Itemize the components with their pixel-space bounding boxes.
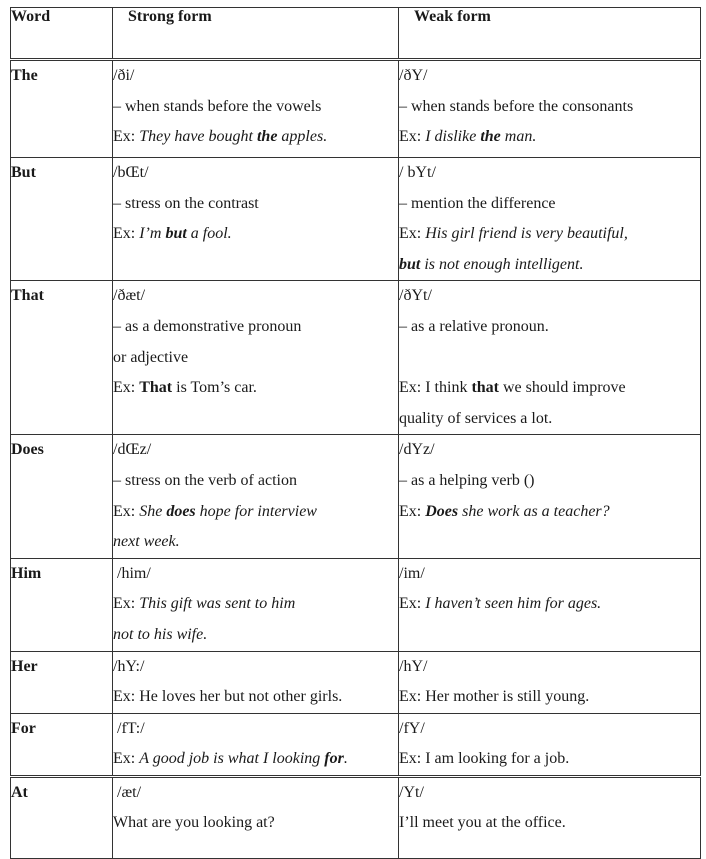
usage-note: – stress on the verb of action	[113, 471, 297, 489]
ipa-text: /fY/	[399, 719, 425, 737]
usage-note: – when stands before the consonants	[399, 97, 634, 115]
example: What are you looking at?	[113, 814, 275, 832]
strong-form-cell	[113, 158, 399, 281]
ipa-text: /bŒt/	[113, 164, 149, 181]
strong-form-cell	[113, 776, 399, 858]
table-row	[11, 651, 701, 713]
ipa-text: /ðYt/	[399, 287, 432, 305]
usage-note: – mention the difference	[399, 194, 556, 212]
ipa-text: /fT:/	[113, 719, 145, 737]
example: I’ll meet you at the office.	[399, 814, 566, 832]
ipa-text: /hY/	[399, 657, 428, 675]
example: Ex: I’m but a fool.	[113, 225, 232, 243]
example: Ex: I dislike the man.	[399, 128, 537, 146]
weak-form-cell	[399, 651, 701, 713]
header-row	[11, 8, 701, 60]
word-cell: Does	[11, 435, 113, 558]
ipa-text: /dŒz/	[113, 441, 152, 459]
table-row	[11, 435, 701, 558]
table-row	[11, 713, 701, 776]
example-continued: next week.	[113, 533, 180, 551]
word-cell: Her	[11, 651, 113, 713]
example: Ex: He loves her but not other girls.	[113, 688, 343, 706]
table-row	[11, 158, 701, 281]
usage-note: – stress on the contrast	[113, 194, 259, 212]
weak-form-cell	[399, 281, 701, 435]
ipa-text: / bYt/	[399, 164, 436, 181]
ipa-text: /him/	[113, 564, 151, 582]
ipa-text: /ðY/	[399, 67, 428, 84]
word-cell: At	[11, 776, 113, 858]
header-word: Word	[11, 8, 113, 60]
header-weak-form: Weak form	[399, 8, 701, 60]
usage-note: – as a helping verb ()	[399, 471, 535, 489]
ipa-text: /dYz/	[399, 441, 435, 459]
strong-form-cell	[113, 558, 399, 651]
example-continued: quality of services a lot.	[399, 409, 553, 427]
word-cell: For	[11, 713, 113, 776]
ipa-text: /æt/	[113, 783, 142, 801]
table-row	[11, 281, 701, 435]
weak-strong-forms-table	[10, 7, 701, 859]
example: Ex: That is Tom’s car.	[113, 379, 257, 397]
example: Ex: I think that we should improve	[399, 379, 626, 397]
table-row	[11, 60, 701, 158]
strong-form-cell	[113, 281, 399, 435]
word-cell: But	[11, 158, 113, 281]
example-continued: not to his wife.	[113, 625, 208, 643]
example: Ex: She does hope for interview	[113, 502, 317, 520]
usage-note: – as a relative pronoun.	[399, 317, 549, 335]
usage-note: – as a demonstrative pronoun	[113, 317, 302, 335]
strong-form-cell	[113, 651, 399, 713]
ipa-text: /hY:/	[113, 657, 145, 675]
strong-form-cell	[113, 435, 399, 558]
example: Ex: His girl friend is very beautiful,	[399, 225, 628, 243]
weak-form-cell	[399, 558, 701, 651]
word-cell: That	[11, 281, 113, 435]
strong-form-cell	[113, 713, 399, 776]
header-strong-form: Strong form	[113, 8, 399, 60]
example-continued: but is not enough intelligent.	[399, 255, 584, 273]
example: Ex: A good job is what I looking for.	[113, 750, 348, 768]
word-cell: The	[11, 60, 113, 158]
example: Ex: Does she work as a teacher?	[399, 502, 610, 520]
spacer	[399, 343, 700, 374]
weak-form-cell	[399, 435, 701, 558]
table-row	[11, 776, 701, 858]
example: Ex: I am looking for a job.	[399, 750, 570, 768]
word-cell: Him	[11, 558, 113, 651]
example: Ex: Her mother is still young.	[399, 688, 590, 706]
ipa-text: /ðæt/	[113, 287, 146, 305]
usage-note: – when stands before the vowels	[113, 97, 322, 115]
example: Ex: They have bought the apples.	[113, 128, 328, 146]
weak-form-cell	[399, 60, 701, 158]
example: Ex: I haven’t seen him for ages.	[399, 595, 602, 613]
usage-note-continued: or adjective	[113, 348, 189, 366]
weak-form-cell	[399, 776, 701, 858]
table-row	[11, 558, 701, 651]
weak-form-cell	[399, 158, 701, 281]
example: Ex: This gift was sent to him	[113, 595, 296, 613]
strong-form-cell	[113, 60, 399, 158]
weak-form-cell	[399, 713, 701, 776]
ipa-text: /ði/	[113, 67, 135, 84]
ipa-text: /Yt/	[399, 783, 424, 801]
ipa-text: /im/	[399, 564, 425, 582]
